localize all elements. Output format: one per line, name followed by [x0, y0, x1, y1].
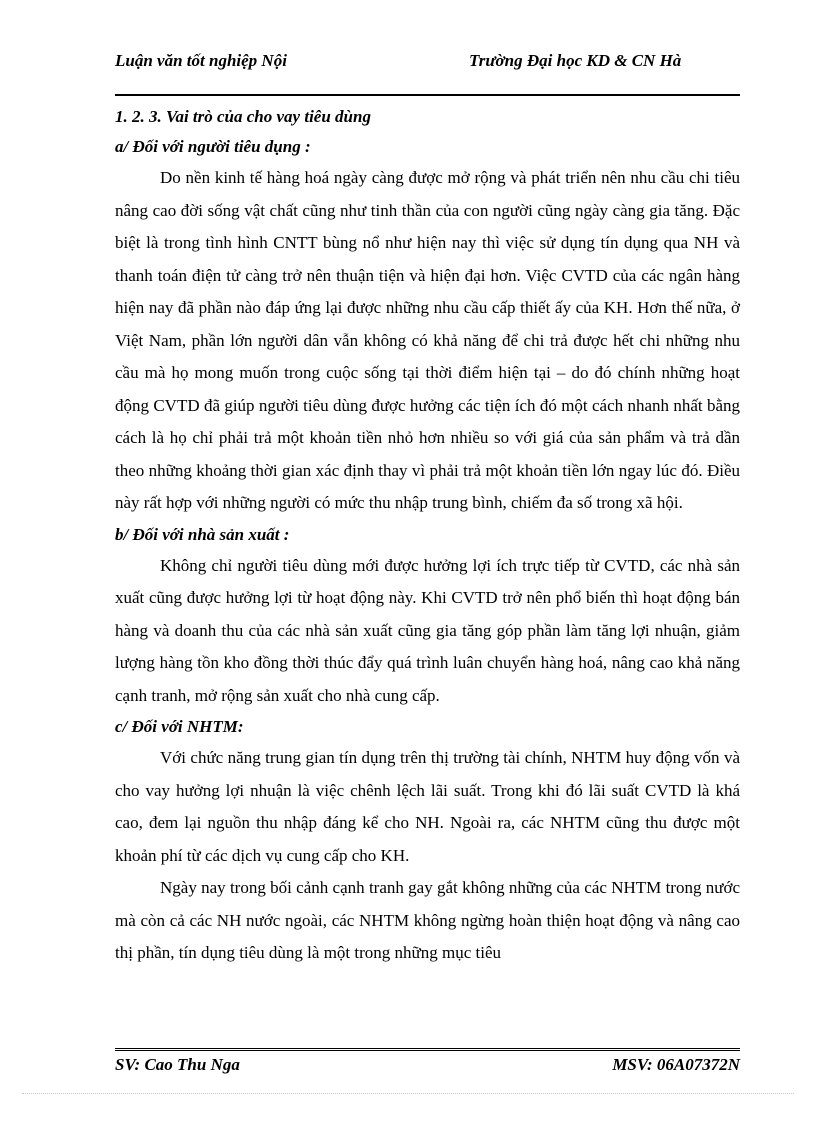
document-body	[115, 102, 740, 970]
subsection-heading-producers: b/ Đối với nhà sản xuất :	[115, 524, 290, 544]
footer-student-id: MSV: 06A07372N	[612, 1055, 740, 1074]
section-title: 1. 2. 3. Vai trò của cho vay tiêu dùng	[115, 107, 371, 126]
header-university-label: Trường Đại học KD & CN Hà	[469, 51, 682, 70]
header-thesis-label: Luận văn tốt nghiệp Nội	[115, 51, 287, 70]
paragraph-consumers: Do nền kinh tế hàng hoá ngày càng được mở rộng và phát triển nên nhu cầu chi tiêu nâng cao đời sống vật chất cũng như tinh thần của con người cũng ngày càng gia tăng. Đặc biệt là trong tình hình CNTT bùng nổ như hiện nay thì việc sử dụng tín dụng qua NH và thanh toán điện tử càng trở nên thuận tiện và hiện đại hơn. Việc CVTD của các ngân hàng hiện nay đã phần nào đáp ứng lại được những nhu cầu cấp thiết ấy của KH. Hơn thế nữa, ở Việt Nam, phần lớn người dân vẫn không có khả năng để chi trả được hết chi những nhu cầu mà họ mong muốn trong cuộc sống tại thời điểm hiện tại – do đó chính những hoạt động CVTD đã giúp người tiêu dùng được hưởng các tiện ích đó một cách nhanh nhất bằng cách là họ chỉ phải trả một khoản tiền nhỏ hơn nhiều so với giá của sản phẩm và trả dần theo những khoảng thời gian xác định thay vì phải trả một khoản tiền lớn ngay lúc đó. Điều này rất hợp với những người có mức thu nhập trung bình, chiếm đa số trong xã hội.	[115, 168, 740, 512]
footer-student-name: SV: Cao Thu Nga	[115, 1055, 240, 1074]
paragraph-producers: Không chỉ người tiêu dùng mới được hưởng lợi ích trực tiếp từ CVTD, các nhà sản xuất cũng được hưởng lợi từ hoạt động này. Khi CVTD trở nên phổ biến thì hoạt động bán hàng và doanh thu của các nhà sản xuất cũng gia tăng góp phần làm tăng lợi nhuận, giảm lượng hàng tồn kho đồng thời thúc đẩy quá trình luân chuyển hàng hoá, nâng cao khả năng cạnh tranh, mở rộng sản xuất cho nhà cung cấp.	[115, 555, 740, 705]
paragraph-banks-1: Với chức năng trung gian tín dụng trên thị trường tài chính, NHTM huy động vốn và cho vay hưởng lợi nhuận là việc chênh lệch lãi suất. Trong khi đó lãi suất CVTD là khá cao, đem lại nguồn thu nhập đáng kể cho NH. Ngoài ra, các NHTM cũng thu được một khoản phí từ các dịch vụ cung cấp cho KH.	[115, 748, 740, 865]
footer-divider	[115, 1048, 740, 1051]
page-edge-divider	[22, 1093, 794, 1094]
subsection-heading-banks: c/ Đối với NHTM:	[115, 717, 244, 736]
paragraph-banks-2: Ngày nay trong bối cảnh cạnh tranh gay gắt không những của các NHTM trong nước mà còn cả các NH nước ngoài, các NHTM không ngừng hoàn thiện hoạt động và nâng cao thị phần, tín dụng tiêu dùng là một trong những mục tiêu	[115, 878, 740, 962]
page-header	[115, 48, 740, 96]
subsection-heading-consumers: a/ Đối với người tiêu dụng :	[115, 137, 311, 156]
